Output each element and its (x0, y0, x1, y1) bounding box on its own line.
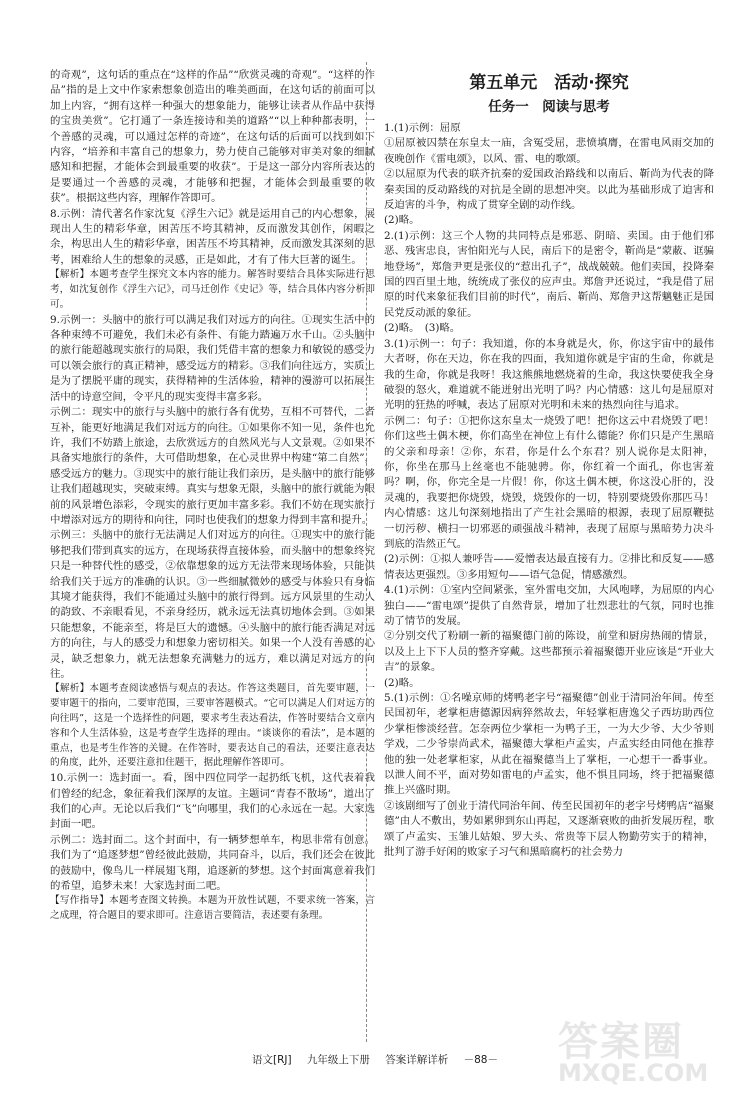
writing-guide-10: 【写作指导】本题考查图文转换。本题为开放性试题，不要求统一答案，言之成理，符合题目的要求即可。注意语言要简洁，表述要有条理。 (50, 895, 375, 922)
footer-grade: 九年级上下册 (306, 1054, 370, 1066)
footer-book: 答案详解详析 (385, 1054, 449, 1066)
answer-4-2: (2)略。 (384, 676, 420, 689)
answer-9-example-3: 示例三：头脑中的旅行无法满足人们对远方的向往。①现实中的旅行能够把我们带到真实的远方，在现场获得直接体验，而头脑中的想象终究只是一种替代性的感受，②依靠想象的远方无法带来现场体验，只能供给我们关于远方的准确的认识。③一些细腻微妙的感受与体验只有身临其境才能获得，我们不能通过头脑中的旅行得到。远方风景里的生动人的韵致、不亲眼看见，不亲身经历，就永远无法真切地体会到。③如果只能想象，不能亲至，将是巨大的遗憾。④头脑中的旅行能否满足对远方的向往，与人的感受力和想象力密切相关。如果一个人没有善感的心灵，缺乏想象力，就无法想象充满魅力的远方，难以满足对远方的向往。 (50, 529, 375, 681)
answer-4-point-2: ②分别交代了粉刷一新的福聚德门前的陈设，前堂和厨房热闹的情景，以及上上下下人员的整齐穿戴。这些都预示着福聚德开业应该是“开业大吉”的景象。 (384, 630, 714, 674)
answer-2-2-3: (2)略。 (3)略。 (384, 322, 461, 335)
unit-title: 第五单元 活动·探究 (469, 73, 629, 93)
answer-1-point-1: ①屈原被囚禁在东皇太一庙，含冤受屈，悲愤填膺，在雷电风雨交加的夜晚创作《雷电颂》，以风、雷、电的歌颂。 (384, 137, 714, 165)
answer-10-example-2: 示例二：选封面二。这个封面中，有一辆梦想单车，构思非常有创意。我们为了“追逐梦想”曾经彼此鼓励，共同奋斗，以后，我们还会在彼此的鼓励中，像鸟儿一样展翅飞翔，追逐新的梦想。这个封面寓意着我们的希望，追梦未来！大家选封面二吧。 (50, 833, 375, 893)
analysis-9: 【解析】本题考查阅读感悟与观点的表达。作答这类题目，首先要审题，一要审题干的指向，二要审范围，三要审答题模式。“它可以满足人们对远方的向往吗”，这是一个选择性的问题，要求考生表达看法，作答时要结合文章内容和个人生活体验，这是考查学生选择的理由。“谈谈你的看法”，是本题的重点，也是考生作答的关键。在作答时，要表达自己的看法，还要注意表达的角度，此外，还要注意扣住题干，据此理解作答即可。 (50, 683, 375, 769)
footer-subject: 语文[RJ] (252, 1054, 292, 1066)
watermark-cn: 答案圈 (558, 1019, 684, 1065)
answer-5-point-2: ②该剧细写了创业于清代同治年间、传至民国初年的老字号烤鸭店“福聚德”由人不敷出，势如累卵到东山再起，又逐渐衰败的曲折发展历程，歌颂了卢孟实、玉雏儿姑娘、罗大头、常贵等下层人物勤劳实于的精神，批判了游手好闲的败家子习气和黑暗腐朽的社会势力 (384, 799, 714, 859)
answer-3-example-2: 示例二：句子：①把你这东皇太一烧毁了吧！把你这云中君烧毁了吧！你们这些土偶木梗，你们高坐在神位上有什么德能？你们只是产生黑暗的父亲和母亲！②你，东君，你是什么个东君？别人说你是太阳神，你，你坐在那马上丝毫也不能驰骋。你，你红着一个面孔，你也害羞吗？啊，你，你完全是一片假！你，你这土偶木梗，你这没心肝的，没灵魂的，我要把你烧毁，烧毁，烧毁你的一切，特别要烧毁你那匹马！内心情感：这儿句深刻地指出了产生社会黑暗的根源，表现了屈原鞭挞一切污秽、横扫一切邪恶的顽强战斗精神，表现了屈原与黑暗势力决斗到底的浩然正气。 (384, 414, 714, 550)
answer-2-1: 2.(1)示例：这三个人物的共同特点是邪恶、阴暗、卖国。由于他们邪恶、残害忠良，害怕阳光与人民，南后下的是密令，靳尚是“蒙蔽、诓骗地登场”，郑詹尹更是张仪的“惹出孔子”，战战兢兢。他们卖国，投降秦国的四百里土地，统统成了张仪的应声虫。郑詹尹还说过，“我是借了屈原的时代来象征我们目前的时代”，南后、靳尚、郑詹尹这帮魑魅正是国民党反动派的象征。 (384, 229, 714, 319)
page-number: －88－ (463, 1054, 498, 1066)
column-divider (366, 62, 367, 1042)
left-para: 的奇观”，这句话的重点在“这样的作品”“欣赏灵魂的奇观”。“这样的作品”指的是上文中作家索想象创造出的唯美画面，在这句话的前面可以加上内容，“拥有这样一种强大的想象能力，能够让读者从作品中获得的宝贵美赏”。它打通了一条连接诗和美的道路”“以上种种都表明，一个善感的灵魂，可以通过怎样的奇迹”，在这句话的后面可以找到如下内容，“培养和丰富自己的想象力，势力使自己能够对审美对象的细腻感知和把握，才能体会到最重要的收获”。于是这一部分内容所表达的是要通过一个善感的灵魂，才能够和把握，才能体会到最重要的收获”。根据这些内容，理解作答即可。 (50, 69, 375, 205)
answer-3-2: (2)示例：①拟人兼呼告——爱憎表达最直接有力。②排比和反复——感情表达更强烈。③多用短句——语气急促，情感激烈。 (384, 553, 714, 581)
answer-1-1: 1.(1)示例：屈原 (384, 122, 461, 134)
answer-4-1: 4.(1)示例：①室内空间紧张，室外雷电交加，大风咆哮，为屈原的内心独白——“雷电颂”提供了自然背景，增加了壮烈悲壮的气氛，同时也推动了情节的发展。 (384, 584, 714, 627)
task-title: 任务一 阅读与思考 (488, 99, 610, 115)
answer-3-example-1: 3.(1)示例一：句子：我知道，你的本身就是火，你，你这宇宙中的最伟大者呀，你在天边，你在我的四面，我知道你就是宇宙的生命，你就是我的生命，你就是我呀！我这熊熊地燃烧着的生命，我这快要使我全身破裂的怒火，难道就不能迸射出光明了吗？内心情感：这儿句是屈原对光明的狂热的呼喊，表达了屈原对光明和未来的热烈向往与追求。 (384, 337, 714, 412)
analysis-8: 【解析】本题考查学生探究文本内容的能力。解答时要结合具体实际进行思考，如沈复创作《浮生六记》，司马迁创作《史记》等，结合具体内容分析即可。 (50, 269, 375, 310)
right-column (384, 68, 714, 861)
answer-10-example-1: 10.示例一：选封面一。看，图中四位同学一起扔纸飞机，这代表着我们曾经的纪念，象征着我们深厚的友谊。主题词“青春不散场”，道出了我们的心声。无论以后我们“飞”向哪里，我们的心永远在一起。大家选封面一吧。 (50, 772, 375, 831)
answer-1-2: (2)略。 (384, 214, 420, 227)
left-column (50, 68, 375, 924)
answer-9-example-2: 示例二：现实中的旅行与头脑中的旅行各有优势，互相不可替代，二者互补，能更好地满足我们对远方的向往。①如果你不知一见，条件也允许，我们不妨踏上旅途，去欣赏远方的自然风光与人文景观。②如果不具备实地旅行的条件，大可借助想象，在心灵世界中构建“第二自然”，感受远方的魅力。③现实中的旅行能让我们亲历，是头脑中的旅行能够让我们超越现实，突破束缚。真实与想象无限，头脑中的旅行就能为眼前的风景增色添彩，令现实的旅行更加丰富多彩。我们不妨在现实旅行中增添对远方的期待和向往，同时也使我们的想象力得到丰富和提升。 (50, 406, 375, 526)
answer-5-1: 5.(1)示例：①名噪京师的烤鸭老字号“福聚德”创业于清同治年间。传至民国初年，老掌柜唐德源因病猝然故去，年轻掌柜唐逸父子西坊助西位少掌柜惨淡经营。怎奈两位少掌柜一为鸭子王，一为大少爷、大少爷则学戏，二少爷崇尚武术，福聚德大掌柜卢孟实，卢孟实经由同他在推荐他的独一处老掌柜家，从此在福聚德当上了掌柜，一心想干一番事业。以泄人间不平，面对势如雷电的卢孟实，他不惧且同场，终于把福聚德推上兴盛时期。 (384, 692, 714, 797)
answer-1-point-2: ②以屈原为代表的联齐抗秦的爱国政治路线和以南后、靳尚为代表的降秦卖国的反动路线的对抗是全剧的思想冲突。以此为基础形成了迫害和反迫害的斗争，构成了贯穿全剧的动作线。 (384, 168, 714, 212)
watermark-logo (558, 1010, 728, 1090)
answer-9-example-1: 9.示例一：头脑中的旅行可以满足我们对远方的向往。①现实生活中的各种束缚不可避免，我们未必有条件、有能力踏遍万水千山。②头脑中的旅行能超越现实旅行的局限，我们凭借丰富的想象力和敏锐的感受力可以领会旅行的真正精神，感受远方的精彩。③我们向往远方，实质上是为了摆脱平庸的现实，获得精神的生活体验，精神的漫游可以拓展生活中的诗意空间，令平凡的现实变得丰富多彩。 (50, 313, 375, 403)
answer-8: 8.示例：清代著名作家沈复《浮生六记》就是运用自己的内心想象，展现出人生的精彩华章，困苦压不垮其精神，反而激发其创作，闲暇之余，构思出人生的精彩华章，困苦压不垮其精神，反而激发其深刻的思考，困难给人生的想象的灵感，正是如此，才有了伟大巨著的诞生。 (50, 207, 375, 266)
watermark-en: MXQE.COM (558, 1059, 709, 1087)
